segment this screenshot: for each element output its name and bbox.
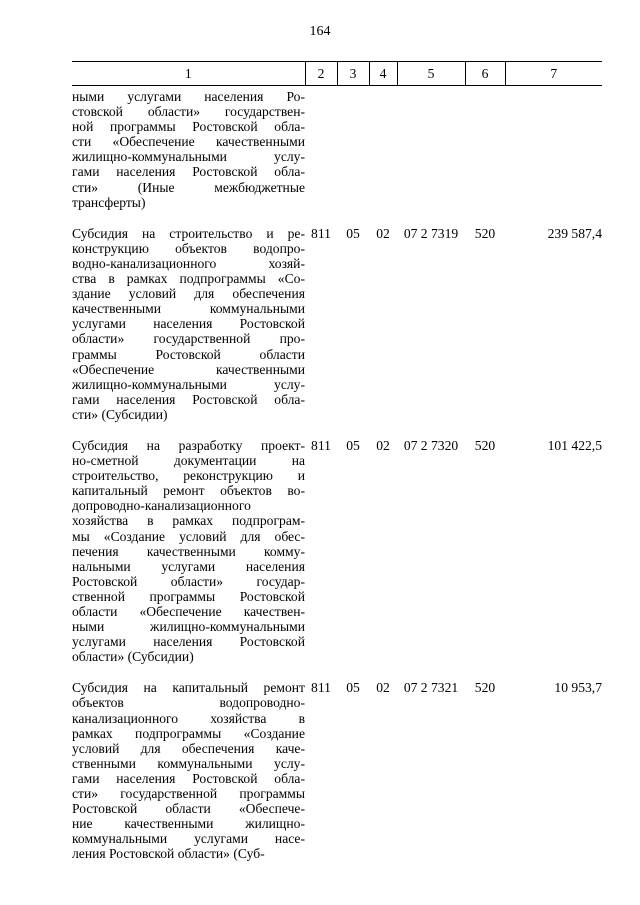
description-line: Субсидия на разработку проект- [72, 437, 305, 453]
description-line: Ростовской области» государ- [72, 573, 305, 589]
description-line: сти» государственной программы [72, 786, 305, 802]
description-line: услугами населения Ростовской [72, 316, 305, 332]
expense-type-cell: 520 [474, 437, 496, 453]
expense-type-cell: 520 [474, 680, 496, 696]
admin-code-cell: 811 [311, 680, 331, 696]
description-line: ственной программы Ростовской [72, 588, 305, 604]
description-line: области» (Субсидии) [72, 649, 194, 665]
table-body [72, 86, 602, 862]
description-line: качественными коммунальными [72, 301, 305, 317]
col-header-2: 2 [305, 62, 337, 86]
description-line: сти» (Иные межбюджетные [72, 179, 305, 195]
description-line: коммунальными услугами насе- [72, 831, 305, 847]
description-line: сти «Обеспечение качественными [72, 134, 305, 150]
admin-code-cell: 811 [311, 437, 331, 453]
description-line: печения качественными комму- [72, 543, 305, 559]
description-line: условий для обеспечения каче- [72, 740, 305, 756]
description-line: ние качественными жилищно- [72, 816, 305, 832]
description-line: гами населения Ростовской обла- [72, 770, 305, 786]
description-line: трансферты) [72, 194, 146, 210]
amount-cell: 101 422,5 [547, 437, 602, 453]
description-line: мы «Создание условий для обес- [72, 528, 305, 544]
description-line: гами населения Ростовской обла- [72, 164, 305, 180]
description-line: но-сметной документации на [72, 453, 305, 469]
target-article-cell: 07 2 7319 [403, 225, 459, 241]
description-cell [72, 86, 305, 210]
admin-code-cell [305, 86, 337, 210]
description-line: ными жилищно-коммунальными [72, 619, 305, 635]
expense-type-cell [465, 86, 505, 210]
section-code-cell: 05 [346, 225, 360, 241]
description-line: жилищно-коммунальными услу- [72, 149, 305, 165]
description-line: Субсидия на строительство и ре- [72, 225, 305, 241]
col-header-7: 7 [505, 62, 602, 86]
description-line: водно-канализационного хозяй- [72, 255, 305, 271]
description-line: гами населения Ростовской обла- [72, 391, 305, 407]
header-row [72, 62, 602, 86]
col-header-5: 5 [397, 62, 465, 86]
description-line: ными услугами населения Ро- [72, 89, 305, 104]
table-row [72, 86, 602, 210]
section-code-cell: 05 [346, 437, 360, 453]
table-row [72, 422, 602, 664]
description-line: жилищно-коммунальными услу- [72, 376, 305, 392]
description-line: услугами населения Ростовской [72, 634, 305, 650]
col-header-4: 4 [369, 62, 397, 86]
description-line: ной программы Ростовской обла- [72, 119, 305, 135]
col-header-1: 1 [72, 62, 305, 86]
amount-cell: 239 587,4 [547, 225, 602, 241]
amount-cell: 10 953,7 [554, 680, 602, 696]
description-line: Ростовской области «Обеспече- [72, 801, 305, 817]
subsection-code-cell [369, 86, 397, 210]
description-line: объектов водопроводно- [72, 695, 305, 711]
col-header-3: 3 [337, 62, 369, 86]
target-article-cell: 07 2 7320 [403, 437, 459, 453]
description-line: здание условий для обеспечения [72, 286, 305, 302]
amount-cell [505, 86, 602, 210]
description-line: конструкцию объектов водопро- [72, 240, 305, 256]
description-line: ления Ростовской области» (Суб- [72, 846, 265, 862]
subsection-code-cell: 02 [376, 225, 390, 241]
target-article-cell: 07 2 7321 [403, 680, 459, 696]
budget-table [72, 61, 602, 862]
col-header-6: 6 [465, 62, 505, 86]
section-code-cell: 05 [346, 680, 360, 696]
description-line: строительство, реконструкцию и [72, 468, 305, 484]
description-line: нальными услугами населения [72, 558, 305, 574]
description-line: хозяйства в рамках подпрограм- [72, 513, 305, 529]
description-line: ства в рамках подпрограммы «Со- [72, 271, 305, 287]
table-row [72, 664, 602, 861]
table-header [72, 62, 602, 86]
page-number: 164 [309, 24, 331, 39]
target-article-cell [397, 86, 465, 210]
description-line: граммы Ростовской области [72, 346, 305, 362]
description-line: сти» (Субсидии) [72, 406, 168, 422]
description-line: ственными коммунальными услу- [72, 755, 305, 771]
subsection-code-cell: 02 [376, 437, 390, 453]
description-line: области» государственной про- [72, 331, 305, 347]
description-cell [72, 422, 305, 664]
description-line: канализационного хозяйства в [72, 710, 305, 726]
admin-code-cell: 811 [311, 225, 331, 241]
description-line: стовской области» государствен- [72, 104, 305, 120]
description-line: области «Обеспечение качествен- [72, 604, 305, 619]
description-line: допроводно-канализационного [72, 498, 251, 514]
expense-type-cell: 520 [474, 225, 496, 241]
section-code-cell [337, 86, 369, 210]
table-row [72, 210, 602, 422]
description-cell [72, 664, 305, 861]
description-line: рамках подпрограммы «Создание [72, 725, 305, 741]
description-cell [72, 210, 305, 422]
subsection-code-cell: 02 [376, 680, 390, 696]
description-line: капитальный ремонт объектов во- [72, 483, 305, 499]
description-line: «Обеспечение качественными [72, 361, 305, 377]
description-line: Субсидия на капитальный ремонт [72, 680, 305, 696]
